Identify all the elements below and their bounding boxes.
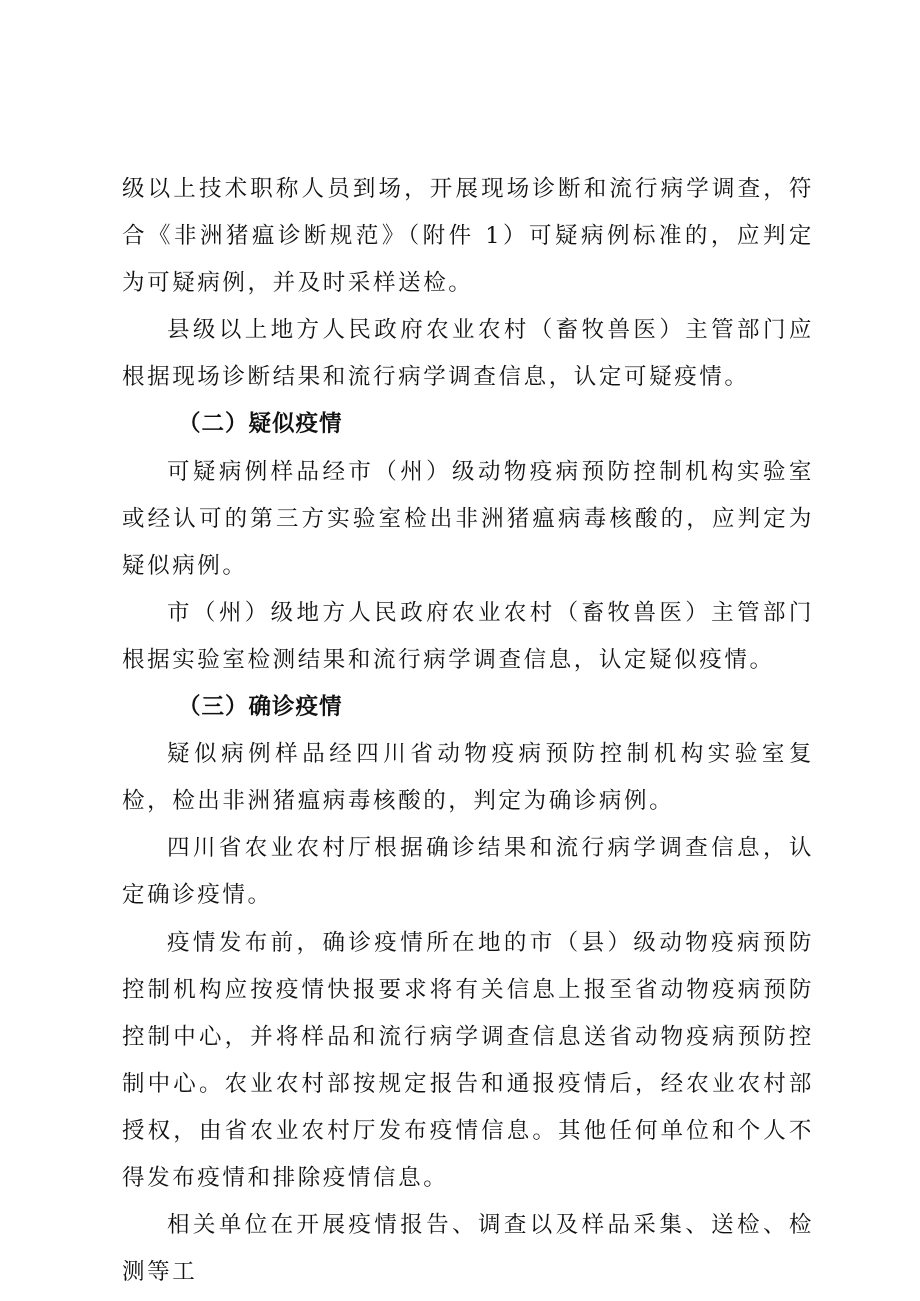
section-heading-confirmed-outbreak: （三）确诊疫情 — [178, 694, 343, 721]
paragraph-determine-confirmed-outbreak: 四川省农业农村厅根据确诊结果和流行病学调查信息，认定确诊疫情。 — [122, 835, 814, 909]
paragraph-suspected-case-criteria: 可疑病例样品经市（州）级动物疫病预防控制机构实验室或经认可的第三方实验室检出非洲猪瘟病毒核酸的，应判定为疑似病例。 — [122, 458, 814, 579]
paragraph-confirmed-case-criteria: 疑似病例样品经四川省动物疫病预防控制机构实验室复检，检出非洲猪瘟病毒核酸的，判定为确诊病例。 — [122, 741, 814, 815]
paragraph-determine-suspected-outbreak: 市（州）级地方人民政府农业农村（畜牧兽医）主管部门根据实验室检测结果和流行病学调查信息，认定疑似疫情。 — [122, 599, 814, 673]
paragraph-determine-suspicious-outbreak: 县级以上地方人民政府农业农村（畜牧兽医）主管部门应根据现场诊断结果和流行病学调查信息，认定可疑疫情。 — [122, 317, 814, 391]
section-heading-suspected-outbreak: （二）疑似疫情 — [178, 411, 343, 438]
paragraph-outbreak-release: 疫情发布前，确诊疫情所在地的市（县）级动物疫病预防控制机构应按疫情快报要求将有关信息上报至省动物疫病预防控制中心，并将样品和流行病学调查信息送省动物疫病预防控制中心。农业农村部按规定报告和通报疫情后，经农业农村部授权，由省农业农村厅发布疫情信息。其他任何单位和个人不得发布疫情和排除疫情信息。 — [122, 929, 814, 1191]
paragraph-continuation: 级以上技术职称人员到场，开展现场诊断和流行病学调查，符合《非洲猪瘟诊断规范》（附件 1）可疑病例标准的，应判定为可疑病例，并及时采样送检。 — [122, 176, 814, 297]
document-body — [122, 166, 814, 1296]
paragraph-related-units: 相关单位在开展疫情报告、调查以及样品采集、送检、检测等工 — [122, 1212, 814, 1286]
